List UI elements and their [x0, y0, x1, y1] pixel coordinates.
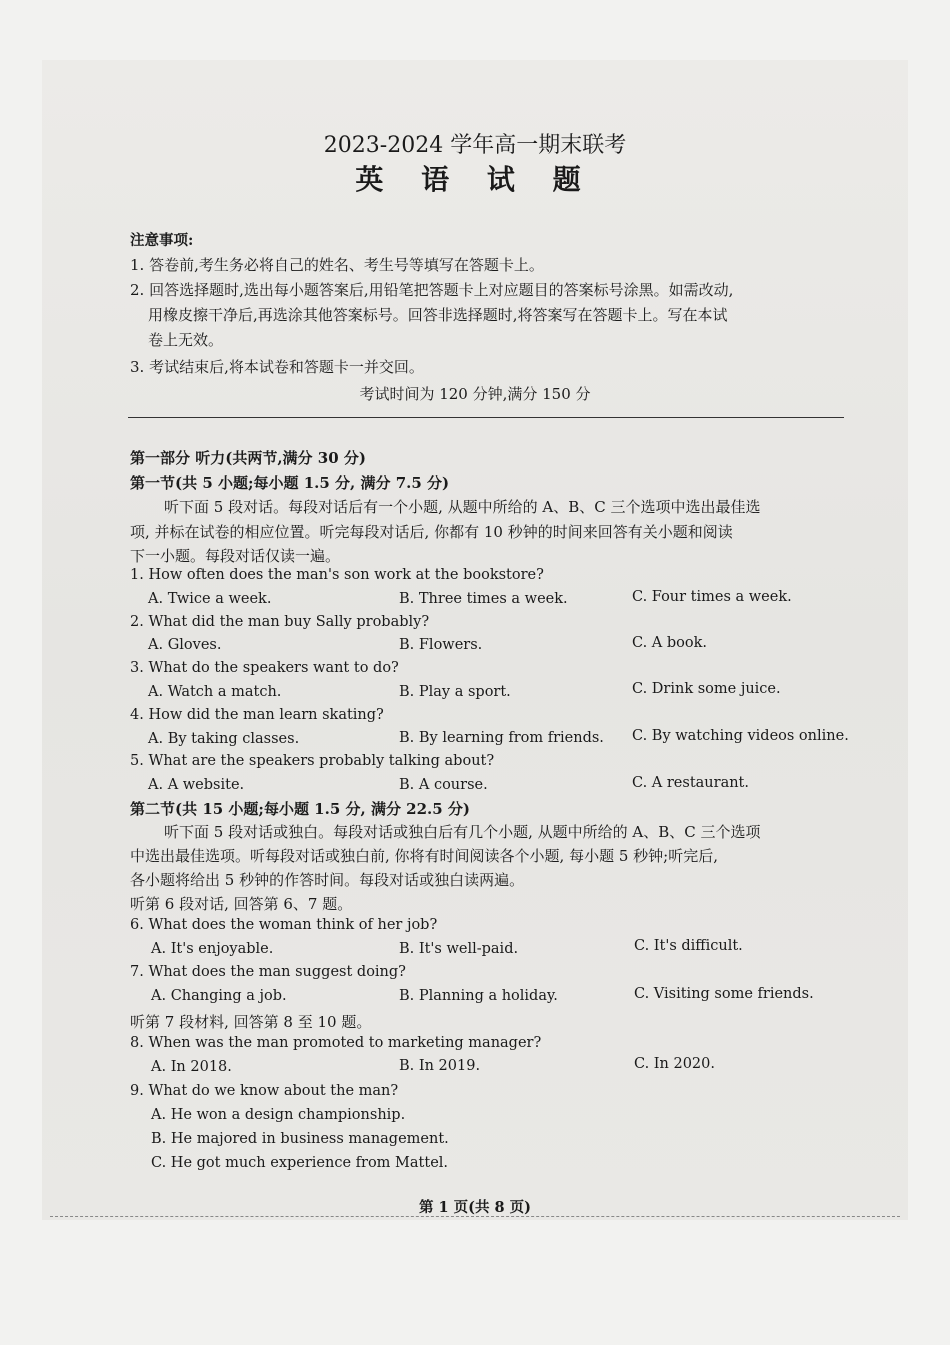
- question-1-stem: 1. How often does the man's son work at the bookstore?: [130, 567, 544, 583]
- question-7-option-a: A. Changing a job.: [151, 988, 287, 1004]
- notice-item-2-line3: 卷上无效。: [148, 331, 224, 349]
- question-1-option-c: C. Four times a week.: [632, 589, 792, 605]
- notice-item-3: 3. 考试结束后,将本试卷和答题卡一并交回。: [130, 358, 424, 376]
- question-2-option-c: C. A book.: [632, 635, 708, 651]
- section1-instruction-line3: 下一小题。每段对话仅读一遍。: [130, 547, 341, 565]
- section2-instruction-line2: 中选出最佳选项。听每段对话或独白前, 你将有时间阅读各个小题, 每小题 5 秒钟;听完后,: [130, 847, 718, 865]
- section1-heading: 第一节(共 5 小题;每小题 1.5 分, 满分 7.5 分): [130, 474, 450, 492]
- footer-line: [50, 1216, 900, 1217]
- section1-instruction-line2: 项, 并标在试卷的相应位置。听完每段对话后, 你都有 10 秒钟的时间来回答有关小题和阅读: [130, 523, 733, 541]
- notice-item-2-line2: 用橡皮擦干净后,再选涂其他答案标号。回答非选择题时,将答案写在答题卡上。写在本试: [148, 306, 728, 324]
- question-4-option-c: C. By watching videos online.: [632, 728, 849, 744]
- question-4-stem: 4. How did the man learn skating?: [130, 707, 384, 723]
- question-1-option-b: B. Three times a week.: [399, 591, 568, 607]
- question-5-option-a: A. A website.: [148, 777, 245, 793]
- question-3-option-a: A. Watch a match.: [148, 684, 282, 700]
- question-2-stem: 2. What did the man buy Sally probably?: [130, 614, 430, 630]
- question-3-stem: 3. What do the speakers want to do?: [130, 660, 399, 676]
- question-9-stem: 9. What do we know about the man?: [130, 1083, 399, 1099]
- notice-heading: 注意事项:: [130, 232, 194, 249]
- question-5-stem: 5. What are the speakers probably talking about?: [130, 753, 495, 769]
- question-9-option-a: A. He won a design championship.: [151, 1107, 406, 1123]
- question-1-option-a: A. Twice a week.: [148, 591, 272, 607]
- notice-item-1: 1. 答卷前,考生务必将自己的姓名、考生号等填写在答题卡上。: [130, 256, 544, 274]
- question-5-option-b: B. A course.: [399, 777, 488, 793]
- question-2-option-a: A. Gloves.: [148, 637, 222, 653]
- question-3-option-c: C. Drink some juice.: [632, 681, 781, 697]
- exam-title: 2023-2024 学年高一期末联考: [323, 133, 627, 158]
- question-4-option-b: B. By learning from friends.: [399, 730, 604, 746]
- question-8-option-c: C. In 2020.: [634, 1056, 715, 1072]
- page-number: 第 1 页(共 8 页): [418, 1199, 532, 1216]
- question-8-option-b: B. In 2019.: [399, 1058, 481, 1074]
- question-8-option-a: A. In 2018.: [151, 1059, 232, 1075]
- question-9-option-b: B. He majored in business management.: [151, 1131, 449, 1147]
- notice-item-2-line1: 2. 回答选择题时,选出每小题答案后,用铅笔把答题卡上对应题目的答案标号涂黑。如需改动,: [130, 281, 734, 299]
- section2-instruction-line3: 各小题将给出 5 秒钟的作答时间。每段对话或独白读两遍。: [130, 871, 525, 889]
- question-6-option-c: C. It's difficult.: [634, 938, 743, 954]
- question-2-option-b: B. Flowers.: [399, 637, 483, 653]
- question-5-option-c: C. A restaurant.: [632, 775, 749, 791]
- question-8-stem: 8. When was the man promoted to marketing manager?: [130, 1035, 542, 1051]
- divider-line: [128, 417, 844, 418]
- question-4-option-a: A. By taking classes.: [148, 731, 300, 747]
- question-7-stem: 7. What does the man suggest doing?: [130, 964, 406, 980]
- dialog-7-instruction: 听第 7 段材料, 回答第 8 至 10 题。: [130, 1013, 372, 1031]
- section1-instruction-line1: 听下面 5 段对话。每段对话后有一个小题, 从题中所给的 A、B、C 三个选项中选出最佳选: [164, 498, 761, 516]
- question-6-option-b: B. It's well-paid.: [399, 941, 519, 957]
- question-3-option-b: B. Play a sport.: [399, 684, 511, 700]
- question-7-option-b: B. Planning a holiday.: [399, 988, 558, 1004]
- question-6-option-a: A. It's enjoyable.: [151, 941, 274, 957]
- exam-time-info: 考试时间为 120 分钟,满分 150 分: [359, 385, 591, 403]
- section2-heading: 第二节(共 15 小题;每小题 1.5 分, 满分 22.5 分): [130, 800, 471, 818]
- question-9-option-c: C. He got much experience from Mattel.: [151, 1155, 449, 1171]
- section2-instruction-line1: 听下面 5 段对话或独白。每段对话或独白后有几个小题, 从题中所给的 A、B、C 三个选项: [164, 823, 761, 841]
- dialog-6-instruction: 听第 6 段对话, 回答第 6、7 题。: [130, 895, 353, 913]
- part1-heading: 第一部分 听力(共两节,满分 30 分): [130, 449, 366, 467]
- question-7-option-c: C. Visiting some friends.: [634, 986, 814, 1002]
- exam-subject: 英 语 试 题: [355, 163, 595, 196]
- question-6-stem: 6. What does the woman think of her job?: [130, 917, 438, 933]
